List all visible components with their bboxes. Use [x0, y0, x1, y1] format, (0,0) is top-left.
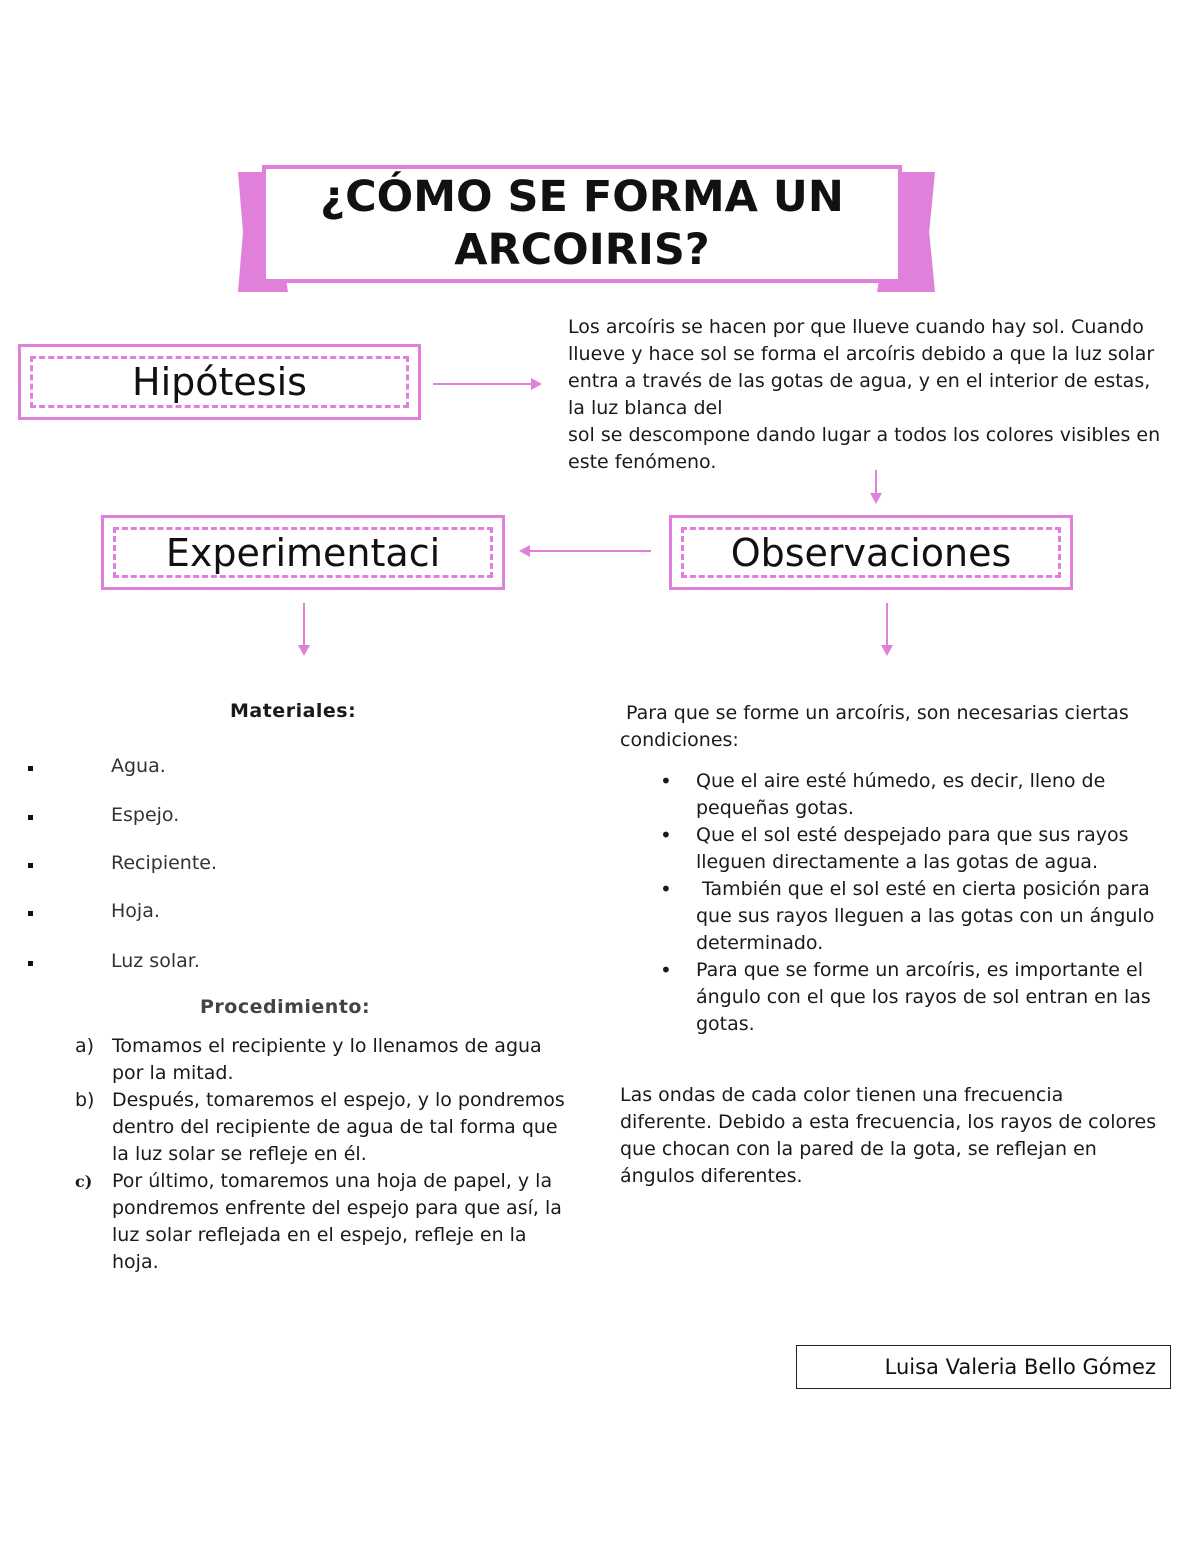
arrow-down-obs-line: [886, 603, 888, 645]
hipotesis-text: Los arcoíris se hacen por que llueve cuando hay sol. Cuando llueve y hace sol se forma el arcoíris debido a que la luz solar entra a través de las gotas de agua, y en el interior de estas, la luz blanca del sol se descompone dando lugar a todos los colores visibles en este fenómeno.: [568, 316, 1161, 473]
materiales-title: Materiales:: [230, 700, 357, 722]
square-bullet-icon: [28, 766, 33, 771]
experimentacion-label: Experimentaci: [165, 530, 441, 575]
arrow-down-line: [875, 470, 877, 493]
bullet-icon: •: [660, 958, 672, 982]
square-bullet-icon: [28, 815, 33, 820]
arrow-down-icon: [881, 645, 893, 656]
observaciones-box: [669, 515, 1073, 590]
step-text: Después, tomaremos el espejo, y lo pondremos dentro del recipiente de agua de tal forma que la luz solar se refleje en él.: [112, 1089, 565, 1165]
title-banner: [262, 165, 902, 283]
list-marker: a): [75, 1035, 95, 1057]
step-text: Por último, tomaremos una hoja de papel, y la pondremos enfrente del espejo para que así, la luz solar reflejada en el espejo, refleje en la hoja.: [112, 1170, 562, 1273]
experimentacion-box: [101, 515, 505, 590]
list-item: • Para que se forme un arcoíris, es importante el ángulo con el que los rayos de sol entran en las gotas.: [660, 958, 1151, 1035]
arrow-hipotesis-line: [433, 383, 531, 385]
square-bullet-icon: [28, 911, 33, 916]
arrow-left-icon: [519, 545, 530, 557]
bullet-icon: •: [660, 823, 672, 847]
bullet-icon: •: [660, 769, 672, 793]
list-item: [75, 1168, 575, 1276]
hipotesis-box: [18, 344, 421, 420]
arrow-down-icon: [298, 645, 310, 656]
observaciones-label: Observaciones: [730, 530, 1012, 575]
arrow-down-icon: [870, 493, 882, 504]
list-marker: c): [75, 1172, 93, 1191]
arrow-obs-exp-line: [530, 550, 651, 552]
arrow-right-icon: [531, 378, 542, 390]
list-item: [75, 1087, 575, 1168]
step-text: Tomamos el recipiente y lo llenamos de agua por la mitad.: [112, 1035, 542, 1084]
arrow-down-exp-line: [303, 603, 305, 645]
procedimiento-list: [75, 1033, 575, 1276]
list-item: [75, 1033, 575, 1087]
observaciones-outro: Las ondas de cada color tienen una frecuencia diferente. Debido a esta frecuencia, los rayos de colores que chocan con la pared de la gota, se reflejan en ángulos diferentes.: [620, 1084, 1157, 1187]
procedimiento-title: Procedimiento:: [200, 996, 371, 1018]
square-bullet-icon: [28, 863, 33, 868]
list-item: • Que el sol esté despejado para que sus rayos lleguen directamente a las gotas de agua.: [660, 823, 1129, 873]
observaciones-intro: Para que se forme un arcoíris, son necesarias ciertas condiciones:: [620, 702, 1135, 751]
list-item: • Que el aire esté húmedo, es decir, lleno de pequeñas gotas.: [660, 769, 1106, 819]
hipotesis-label: Hipótesis: [132, 360, 307, 404]
author-name: Luisa Valeria Bello Gómez: [884, 1355, 1156, 1379]
author-box: [796, 1345, 1171, 1389]
list-marker: b): [75, 1089, 95, 1111]
list-item: • También que el sol esté en cierta posición para que sus rayos lleguen a las gotas con un ángulo determinado.: [660, 877, 1161, 954]
square-bullet-icon: [28, 961, 33, 966]
page-title: ¿CÓMO SE FORMA UN ARCOIRIS?: [320, 172, 844, 275]
observaciones-list: [660, 768, 1170, 1038]
bullet-icon: •: [660, 877, 672, 901]
